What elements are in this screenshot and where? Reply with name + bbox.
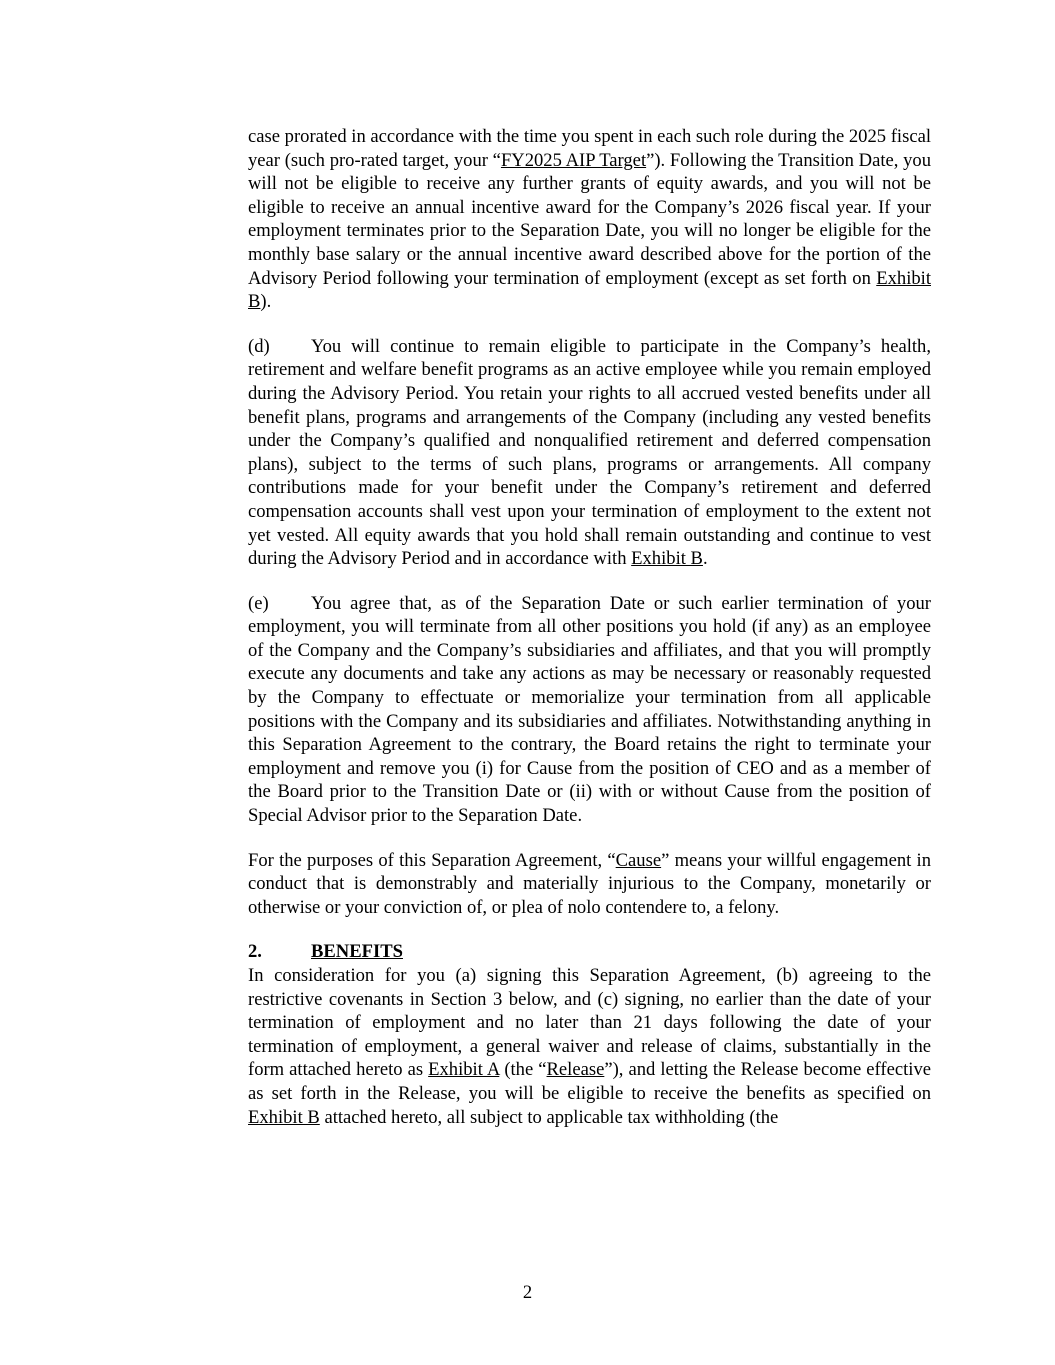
exhibit-b-reference: Exhibit B [248,1106,320,1128]
paragraph-d: (d) You will continue to remain eligible to participate in the Company’s health, retirement and welfare benefit programs as an active employee while you remain employed during the Advisory Period. You retain your rights to all accrued vested benefits under all benefit plans, programs and arrangements of the Company (including any vested benefits under the Company’s qualified and nonqualified retirement and deferred compensation plans), subject to the terms of such plans, programs or arrangements. All company contributions made for your benefit under the Company’s retirement and deferred compensation accounts shall vest upon your termination of employment to the extent not yet vested. All equity awards that you hold shall remain outstanding and continue to vest during the Advisory Period and in accordance with Exhibit B. [248,335,931,570]
exhibit-a-reference: Exhibit A [428,1059,500,1081]
paragraph-benefits: In consideration for you (a) signing this Separation Agreement, (b) agreeing to the restrictive covenants in Section 3 below, and (c) signing, no earlier than the date of your termination of employment and no later than 21 days following the date of your termination of employment, a general waiver and release of claims, substantially in the form attached hereto as Exhibit A (the “Release”), and letting the Release become effective as set forth in the Release, you will be eligible to receive the benefits as specified on Exhibit B attached hereto, all subject to applicable tax withholding (the [248,965,931,1128]
paragraph-cause-definition: For the purposes of this Separation Agreement, “Cause” means your willful engagement in conduct that is demonstrably and materially injurious to the Company, monetarily or otherwise or your conviction of, or plea of nolo contendere to, a felony. [248,849,932,918]
paragraph-c-continuation: case prorated in accordance with the time you spent in each such role during the 2025 fiscal year (such pro-rated target, your “FY2025 AIP Target”). Following the Transition Date, you will not be eligible to receive any further grants of equity awards, and you will not be eligible to receive an annual incentive award for the Company’s 2026 fiscal year. If your employment terminates prior to the Separation Date, you will no longer be eligible for the monthly base salary or the annual incentive award described above for the portion of the Advisory Period following your termination of employment (except as set forth on Exhibit B). [248,126,931,313]
paragraph-label: (e) [248,592,269,614]
section-heading-benefits [248,940,931,964]
defined-term-fy2025-aip-target: FY2025 AIP Target [500,149,647,171]
paragraph-e: (e) You agree that, as of the Separation Date or such earlier termination of your employment, you will terminate from all other positions you hold (if any) as an employee of the Company and the Company’s subsidiaries and affiliates, and that you will promptly execute any documents and take any actions as may be necessary or reasonably requested by the Company to effectuate or memorialize your termination from all applicable positions with the Company and its subsidiaries and affiliates. Notwithstanding anything in this Separation Agreement to the contrary, the Board retains the right to terminate your employment and remove you (i) for Cause from the position of CEO and as a member of the Board prior to the Transition Date or (ii) with or without Cause from the position of Special Advisor prior to the Separation Date. [248,592,931,827]
document-body [248,125,931,1129]
section-number: 2. [248,941,262,963]
exhibit-b-reference: Exhibit B [631,548,703,570]
section-title: BENEFITS [311,941,403,963]
exhibit-b-reference: Exhibit B [248,267,931,313]
paragraph-label: (d) [248,335,270,357]
defined-term-cause: Cause [615,849,662,871]
page-number: 2 [522,1282,533,1303]
defined-term-release: Release [546,1059,605,1081]
